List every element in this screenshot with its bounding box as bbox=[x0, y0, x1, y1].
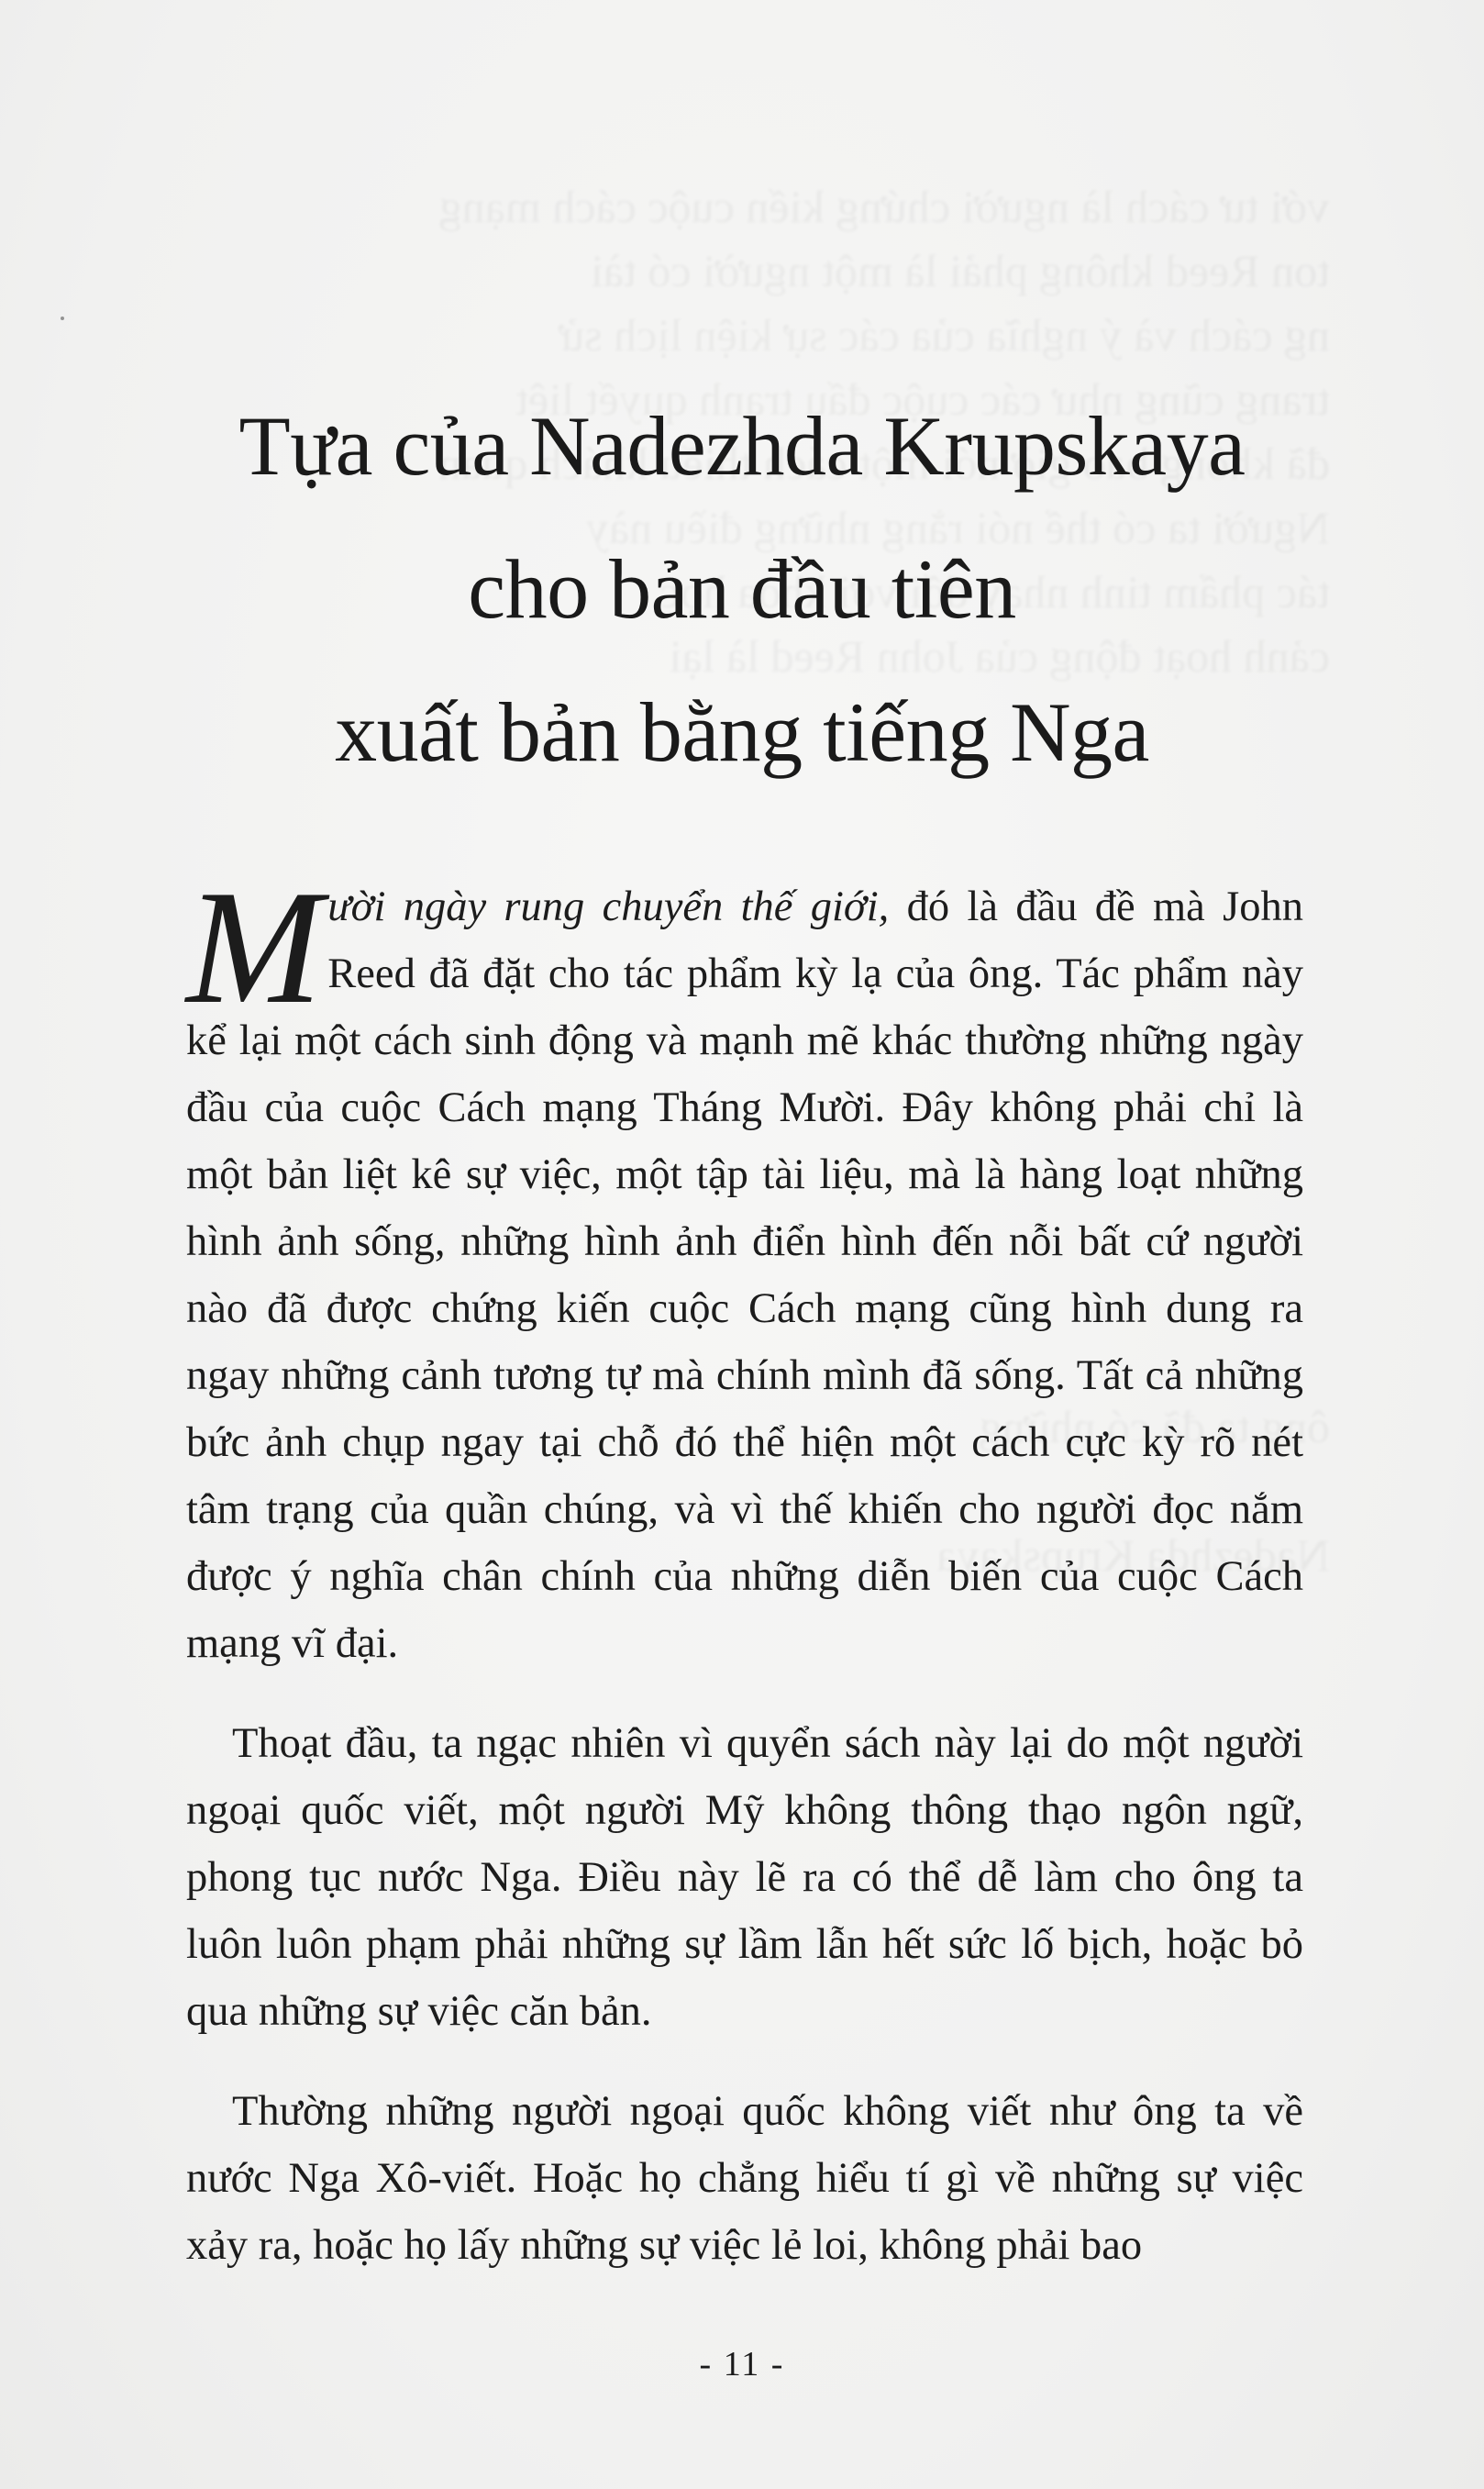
chapter-title bbox=[92, 374, 1392, 804]
title-line-3: xuất bản bằng tiếng Nga bbox=[335, 685, 1149, 779]
book-title-italic: ười ngày rung chuyển thế giới, bbox=[327, 883, 890, 930]
paragraph-3: Thường những người ngoại quốc không viết như ông ta về nước Nga Xô-viết. Hoặc họ chẳng hiểu tí gì về những sự việc xảy ra, hoặc họ lấy những sự việc lẻ loi, không phải bao bbox=[186, 2088, 1303, 2269]
page-number: - 11 - bbox=[699, 2345, 785, 2383]
title-line-2: cho bản đầu tiên bbox=[468, 542, 1016, 636]
paragraph-2: Thoạt đầu, ta ngạc nhiên vì quyển sách này lại do một người ngoại quốc viết, một người Mỹ không thông thạo ngôn ngữ, phong tục nước Nga. Điều này lẽ ra có thể dễ làm cho ông ta luôn luôn phạm phải những sự lầm lẫn hết sức lố bịch, hoặc bỏ qua những sự việc căn bản. bbox=[186, 1720, 1303, 2035]
paragraph-1-text: đó là đầu đề mà John Reed đã đặt cho tác phẩm kỳ lạ của ông. Tác phẩm này kể lại một cách sinh động và mạnh mẽ khác thường những ngày đầu của cuộc Cách mạng Tháng Mười. Đây không phải chỉ là một bản liệt kê sự việc, một tập tài liệu, mà là hàng loạt những hình ảnh sống, những hình ảnh điển hình đến nỗi bất cứ người nào đã được chứng kiến cuộc Cách mạng cũng hình dung ra ngay những cảnh tương tự mà chính mình đã sống. Tất cả những bức ảnh chụp ngay tại chỗ đó thể hiện một cách cực kỳ rõ nét tâm trạng của quần chúng, và vì thế khiến cho người đọc nắm được ý nghĩa chân chính của những diễn biến của cuộc Cách mạng vĩ đại. bbox=[186, 883, 1303, 1667]
drop-cap: M bbox=[186, 856, 323, 1038]
body-text bbox=[186, 856, 1303, 2279]
paper-speck bbox=[61, 317, 64, 320]
paragraph-1 bbox=[186, 856, 1303, 1677]
title-line-1: Tựa của Nadezhda Krupskaya bbox=[238, 399, 1246, 493]
